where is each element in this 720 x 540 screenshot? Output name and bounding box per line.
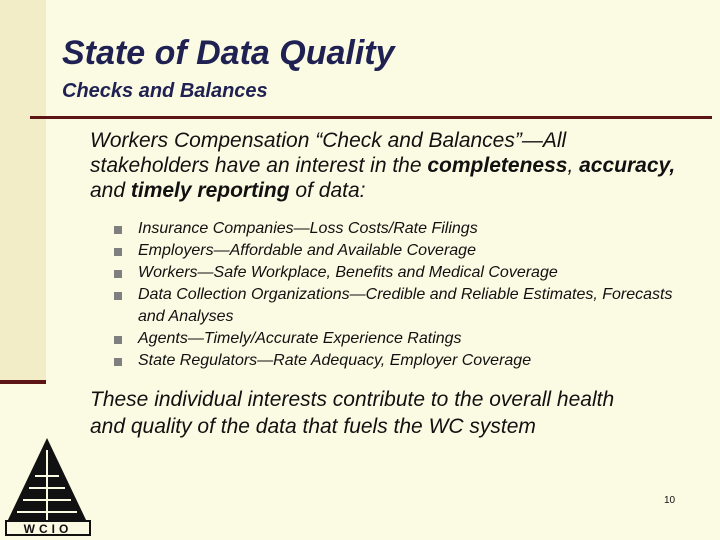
square-bullet-icon bbox=[114, 270, 122, 278]
intro-bold-completeness: completeness bbox=[427, 154, 568, 177]
square-bullet-icon bbox=[114, 292, 122, 300]
slide-title: State of Data Quality bbox=[62, 34, 395, 72]
intro-bold-accuracy: accuracy, bbox=[579, 154, 676, 177]
list-item-text: Employers—Affordable and Available Coverage bbox=[138, 242, 476, 259]
left-accent-rule bbox=[0, 380, 46, 384]
list-item bbox=[112, 240, 692, 262]
closing-paragraph: These individual interests contribute to the overall health and quality of the data that fuels the WC system bbox=[90, 388, 615, 438]
intro-text-4: of data: bbox=[289, 179, 366, 202]
left-accent-band bbox=[0, 0, 46, 382]
intro-text-3: and bbox=[90, 179, 131, 202]
list-item bbox=[112, 328, 692, 350]
square-bullet-icon bbox=[114, 358, 122, 366]
intro-text-1: Workers Compensation “Check and Balances”—All stakeholders have an interest in the bbox=[90, 129, 567, 177]
stakeholder-list bbox=[112, 218, 692, 372]
wcio-logo bbox=[4, 436, 92, 536]
intro-paragraph bbox=[90, 128, 690, 203]
list-item-text: State Regulators—Rate Adequacy, Employer Coverage bbox=[138, 352, 532, 369]
logo-text: WCIO bbox=[23, 522, 73, 536]
intro-bold-timely: timely reporting bbox=[130, 179, 290, 202]
list-item bbox=[112, 262, 692, 284]
list-item bbox=[112, 284, 692, 328]
list-item-text: Agents—Timely/Accurate Experience Ratings bbox=[138, 330, 462, 347]
list-item-text: Workers—Safe Workplace, Benefits and Medical Coverage bbox=[138, 264, 558, 281]
list-item bbox=[112, 218, 692, 240]
square-bullet-icon bbox=[114, 248, 122, 256]
page-number: 10 bbox=[664, 495, 676, 506]
list-item bbox=[112, 350, 692, 372]
slide-subtitle: Checks and Balances bbox=[62, 80, 268, 102]
intro-text-2: , bbox=[567, 154, 580, 177]
list-item-text: Insurance Companies—Loss Costs/Rate Filings bbox=[138, 220, 478, 237]
square-bullet-icon bbox=[114, 336, 122, 344]
title-divider bbox=[30, 116, 712, 119]
square-bullet-icon bbox=[114, 226, 122, 234]
list-item-text: Data Collection Organizations—Credible and Reliable Estimates, Forecasts and Analyses bbox=[138, 286, 673, 325]
